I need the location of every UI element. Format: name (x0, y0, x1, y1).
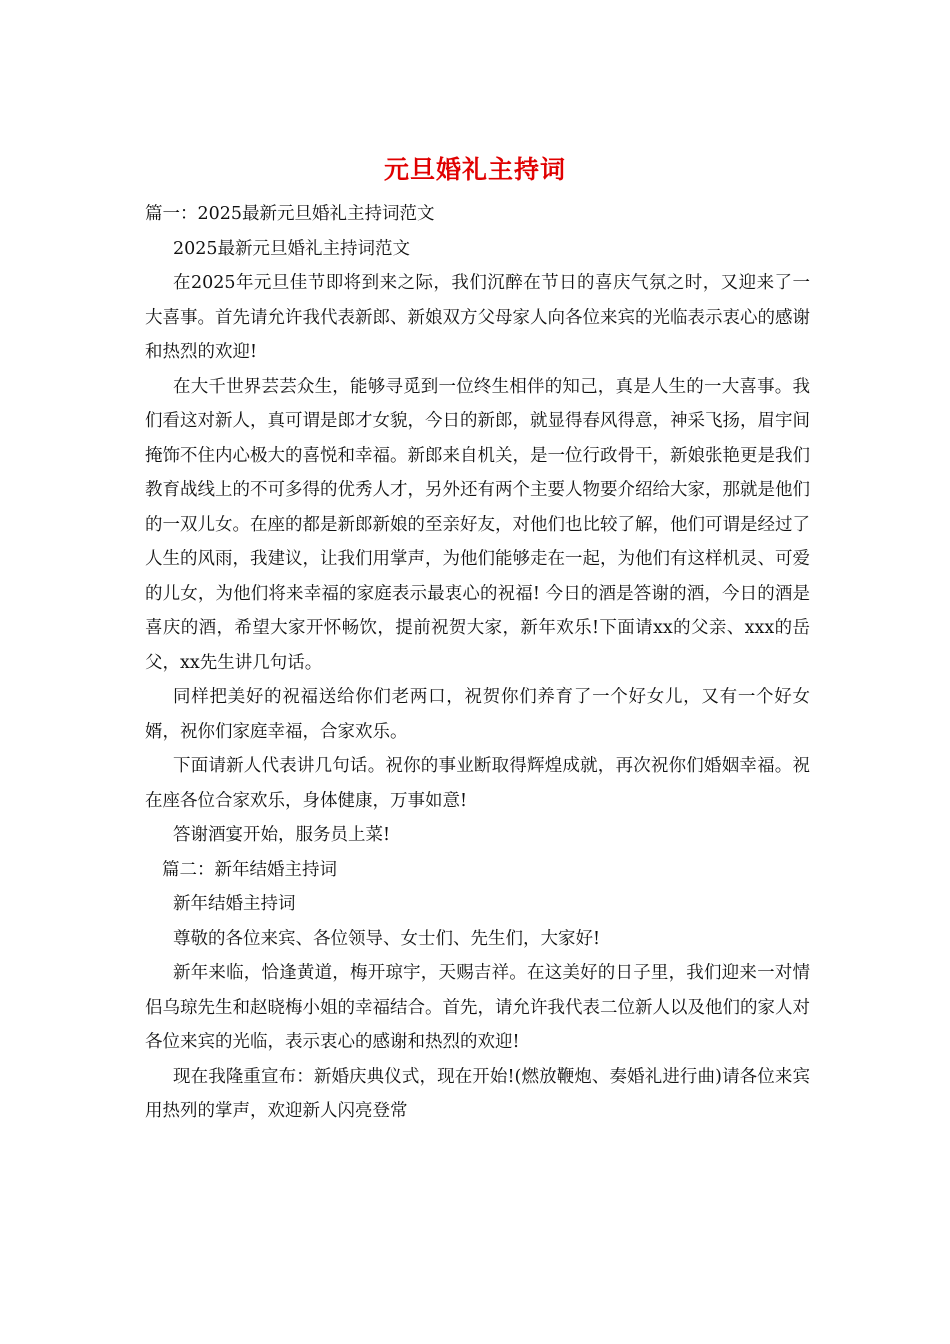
section2-subheading: 新年结婚主持词 (173, 894, 296, 914)
document-body (145, 197, 810, 1129)
section1-paragraph-1: 在2025年元旦佳节即将到来之际，我们沉醉在节日的喜庆气氛之时，又迎来了一大喜事。首先请允许我代表新郎、新娘双方父母家人向各位来宾的光临表示衷心的感谢和热烈的欢迎! (145, 273, 810, 362)
section1-paragraph-3: 同样把美好的祝福送给你们老两口，祝贺你们养育了一个好女儿，又有一个好女婿，祝你们家庭幸福，合家欢乐。 (145, 687, 810, 742)
section1-heading: 篇一：2025最新元旦婚礼主持词范文 (145, 204, 435, 224)
section2-heading: 篇二：新年结婚主持词 (162, 859, 337, 880)
section1-paragraph-5: 答谢酒宴开始，服务员上菜! (173, 825, 391, 845)
section1-paragraph-4: 下面请新人代表讲几句话。祝你的事业断取得辉煌成就，再次祝你们婚姻幸福。祝在座各位合家欢乐，身体健康，万事如意! (145, 756, 810, 811)
section1-paragraph-2: 在大千世界芸芸众生，能够寻觅到一位终生相伴的知己，真是人生的一大喜事。我们看这对新人，真可谓是郎才女貌，今日的新郎，就显得春风得意，神采飞扬，眉宇间掩饰不住内心极大的喜悦和幸福。新郎来自机关，是一位行政骨干，新娘张艳更是我们教育战线上的不可多得的优秀人才，另外还有两个主要人物要介绍给大家，那就是他们的一双儿女。在座的都是新郎新娘的至亲好友，对他们也比较了解，他们可谓是经过了人生的风雨，我建议，让我们用掌声，为他们能够走在一起，为他们有这样机灵、可爱的儿女，为他们将来幸福的家庭表示最衷心的祝福! 今日的酒是答谢的酒，今日的酒是喜庆的酒，希望大家开怀畅饮，提前祝贺大家，新年欢乐!下面请xx的父亲、xxx的岳父，xx先生讲几句话。 (145, 376, 810, 673)
section2-paragraph-2: 新年来临，恰逢黄道，梅开琼宇，天赐吉祥。在这美好的日子里，我们迎来一对情侣乌琼先生和赵晓梅小姐的幸福结合。首先，请允许我代表二位新人以及他们的家人对各位来宾的光临，表示衷心的感谢和热烈的欢迎! (145, 963, 810, 1052)
section2-paragraph-3: 现在我隆重宣布：新婚庆典仪式，现在开始!(燃放鞭炮、奏婚礼进行曲)请各位来宾用热列的掌声，欢迎新人闪亮登常 (145, 1066, 810, 1121)
section1-subheading: 2025最新元旦婚礼主持词范文 (173, 238, 411, 259)
document-title: 元旦婚礼主持词 (383, 155, 566, 184)
section2-paragraph-1: 尊敬的各位来宾、各位领导、女士们、先生们，大家好! (173, 928, 601, 949)
